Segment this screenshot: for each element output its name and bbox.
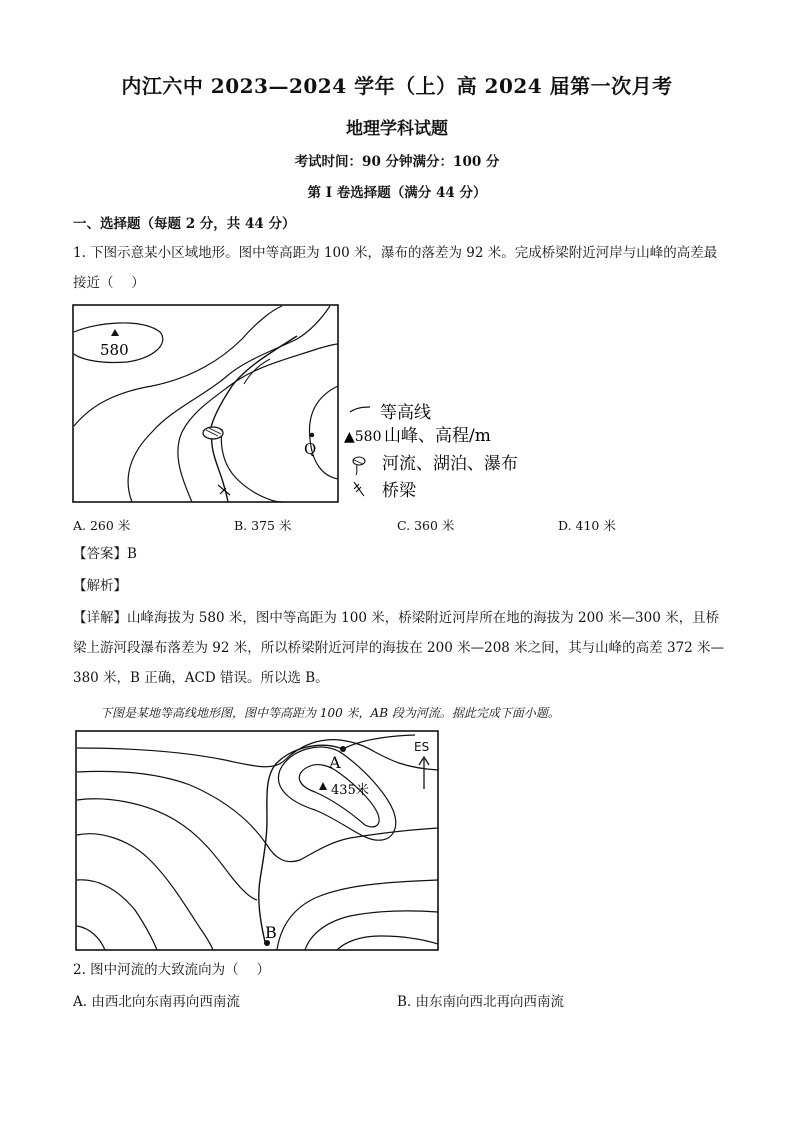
contour-line: [305, 911, 438, 950]
point-q-label: Q: [304, 440, 317, 458]
q1-map-legend: [344, 398, 544, 508]
part-heading: 一、选择题（每题 2 分，共 44 分）: [73, 216, 296, 232]
lake: [203, 427, 223, 439]
contour-line: [77, 834, 213, 950]
bridge-legend-icon: [354, 482, 364, 496]
water-legend-icon: [353, 457, 365, 475]
point-a-label: A: [329, 753, 341, 772]
contour-legend-icon: [350, 407, 370, 412]
contour-line: [309, 386, 338, 479]
legend-peak-prefix: ▲580: [344, 429, 382, 445]
group2-intro: 下图是某地等高线地形图，图中等高距为 100 米，AB 段为河流。据此完成下面小题。: [100, 706, 560, 720]
contour-line: [77, 771, 438, 861]
q1-topographic-map: [72, 304, 340, 504]
direction-label: ES: [414, 740, 430, 754]
q1-detail-line3: 380 米，B 正确，ACD 错误。所以选 B。: [73, 670, 329, 686]
legend-contour-label: 等高线: [380, 403, 431, 423]
q2-option-a: A. 由西北向东南再向西南流: [73, 994, 240, 1010]
peak-icon: [319, 782, 327, 790]
q1-option-b: B. 375 米: [234, 518, 292, 533]
contour-line: [128, 306, 330, 502]
q1-stem-line2: 接近（ ）: [73, 275, 145, 291]
contour-line: [77, 926, 105, 950]
exam-title: 内江六中 2023—2024 学年（上）高 2024 届第一次月考: [121, 74, 673, 98]
contour-line: [77, 880, 157, 950]
river: [210, 336, 297, 432]
subject-title: 地理学科试题: [346, 119, 448, 139]
q1-detail-line2: 梁上游河段瀑布落差为 92 米，所以桥梁附近河岸的海拔在 200 米—208 米之间，其与山峰的高差 372 米—: [73, 640, 725, 656]
exam-info: 考试时间：90 分钟满分：100 分: [294, 154, 500, 170]
peak-icon: [111, 329, 119, 336]
contour-line: [337, 936, 438, 950]
q1-option-c: C. 360 米: [397, 518, 455, 533]
point-b-label: B: [265, 923, 277, 942]
point-q-marker: [310, 433, 314, 437]
peak-elevation-label: 580: [100, 341, 129, 359]
q2-topographic-map: [75, 730, 440, 952]
q2-option-b: B. 由东南向西北再向西南流: [397, 994, 565, 1010]
q2-stem: 2. 图中河流的大致流向为（ ）: [73, 962, 270, 978]
q1-stem-line1: 1. 下图示意某小区域地形。图中等高距为 100 米，瀑布的落差为 92 米。完成桥梁附近河岸与山峰的高差最: [73, 245, 718, 261]
q1-option-a: A. 260 米: [73, 518, 131, 533]
north-arrow-icon: [417, 755, 431, 791]
contour-line: [221, 429, 282, 502]
q1-option-d: D. 410 米: [558, 518, 616, 533]
legend-water-label: 河流、湖泊、瀑布: [382, 454, 518, 474]
point-a-marker: [340, 746, 346, 752]
river: [343, 735, 415, 749]
q1-detail-line1: 【详解】山峰海拔为 580 米，图中等高距为 100 米，桥梁附近河岸所在地的海拔为 200 米—300 米，且桥: [73, 610, 720, 626]
contour-line: [77, 740, 438, 770]
peak-elevation-label: 435米: [331, 783, 369, 798]
legend-bridge-label: 桥梁: [382, 481, 416, 501]
q1-answer: 【答案】B: [73, 546, 137, 562]
legend-peak-label: 山峰、高程/m: [384, 426, 491, 446]
q1-analysis-label: 【解析】: [73, 578, 127, 594]
section-title: 第 I 卷选择题（满分 44 分）: [307, 185, 487, 201]
